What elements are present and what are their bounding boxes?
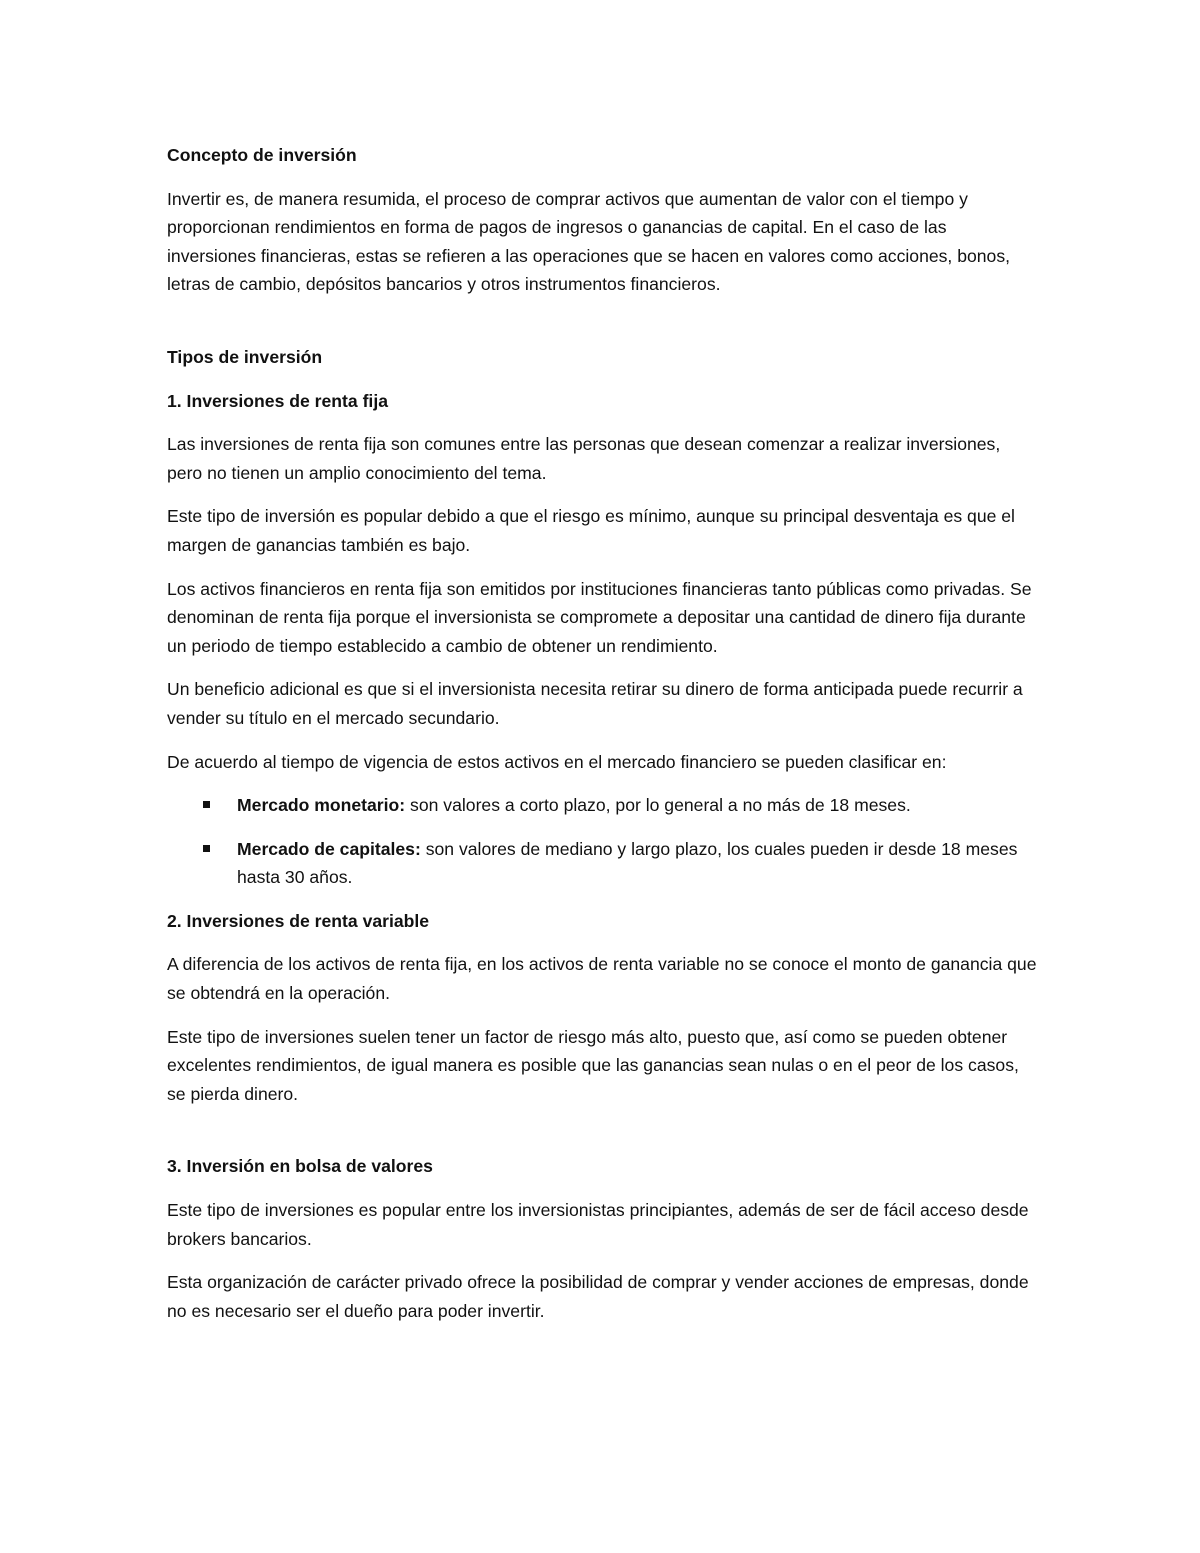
list-item-mercado-capitales bbox=[167, 835, 1037, 892]
paragraph-renta-fija-4: Un beneficio adicional es que si el inversionista necesita retirar su dinero de forma anticipada puede recurrir a vender su título en el mercado secundario. bbox=[167, 679, 1023, 728]
paragraph-renta-variable-1: A diferencia de los activos de renta fija, en los activos de renta variable no se conoce el monto de ganancia que se obtendrá en la operación. bbox=[167, 954, 1037, 1004]
paragraph-bolsa-2: Esta organización de carácter privado ofrece la posibilidad de comprar y vender acciones de empresas, donde no es necesario ser el dueño para poder invertir. bbox=[167, 1272, 1029, 1321]
paragraph-renta-variable-2: Este tipo de inversiones suelen tener un factor de riesgo más alto, puesto que, así como se pueden obtener excelentes rendimientos, de igual manera es posible que las ganancias sean nulas o en el peor de los casos, se pierda dinero. bbox=[167, 1026, 1019, 1104]
spacer bbox=[167, 1123, 1037, 1152]
term-label: Mercado de capitales: bbox=[237, 838, 421, 859]
section-title-concepto: Concepto de inversión bbox=[167, 145, 357, 165]
term-description: son valores a corto plazo, por lo general a no más de 18 meses. bbox=[405, 795, 911, 816]
term-label: Mercado monetario: bbox=[237, 795, 406, 816]
paragraph-renta-fija-2: Este tipo de inversión es popular debido a que el riesgo es mínimo, aunque su principal desventaja es que el margen de ganancias también es bajo. bbox=[167, 506, 1015, 555]
section-title-tipos: Tipos de inversión bbox=[167, 346, 323, 367]
subsection-title-bolsa: 3. Inversión en bolsa de valores bbox=[167, 1156, 433, 1177]
paragraph-renta-fija-1: Las inversiones de renta fija son comunes entre las personas que desean comenzar a realizar inversiones, pero no tienen un amplio conocimiento del tema. bbox=[167, 434, 1001, 483]
spacer bbox=[167, 314, 1037, 343]
paragraph-renta-fija-3: Los activos financieros en renta fija son emitidos por instituciones financieras tanto públicas como privadas. Se denominan de renta fija porque el inversionista se compromete a depositar una cantidad de dinero fija durante un periodo de tiempo establecido a cambio de obtener un rendimiento. bbox=[167, 578, 1032, 656]
square-bullet-icon bbox=[203, 801, 210, 808]
term-description: son valores de mediano y largo plazo, los cuales pueden ir desde 18 meses hasta 30 años. bbox=[237, 838, 1018, 888]
market-types-list bbox=[167, 791, 1037, 892]
document-page bbox=[167, 141, 1037, 1340]
paragraph-concepto: Invertir es, de manera resumida, el proceso de comprar activos que aumentan de valor con el tiempo y proporcionan rendimientos en forma de pagos de ingresos o ganancias de capital. En el caso de las inversiones financieras, estas se refieren a las operaciones que se hacen en valores como acciones, bonos, letras de cambio, depósitos bancarios y otros instrumentos financieros. bbox=[167, 188, 1011, 295]
list-item-mercado-monetario bbox=[167, 791, 1037, 820]
square-bullet-icon bbox=[203, 845, 210, 852]
paragraph-bolsa-1: Este tipo de inversiones es popular entre los inversionistas principiantes, además de ser de fácil acceso desde brokers bancarios. bbox=[167, 1200, 1029, 1249]
paragraph-renta-fija-5: De acuerdo al tiempo de vigencia de estos activos en el mercado financiero se pueden clasificar en: bbox=[167, 751, 947, 772]
subsection-title-renta-variable: 2. Inversiones de renta variable bbox=[167, 910, 430, 931]
subsection-title-renta-fija: 1. Inversiones de renta fija bbox=[167, 390, 388, 411]
